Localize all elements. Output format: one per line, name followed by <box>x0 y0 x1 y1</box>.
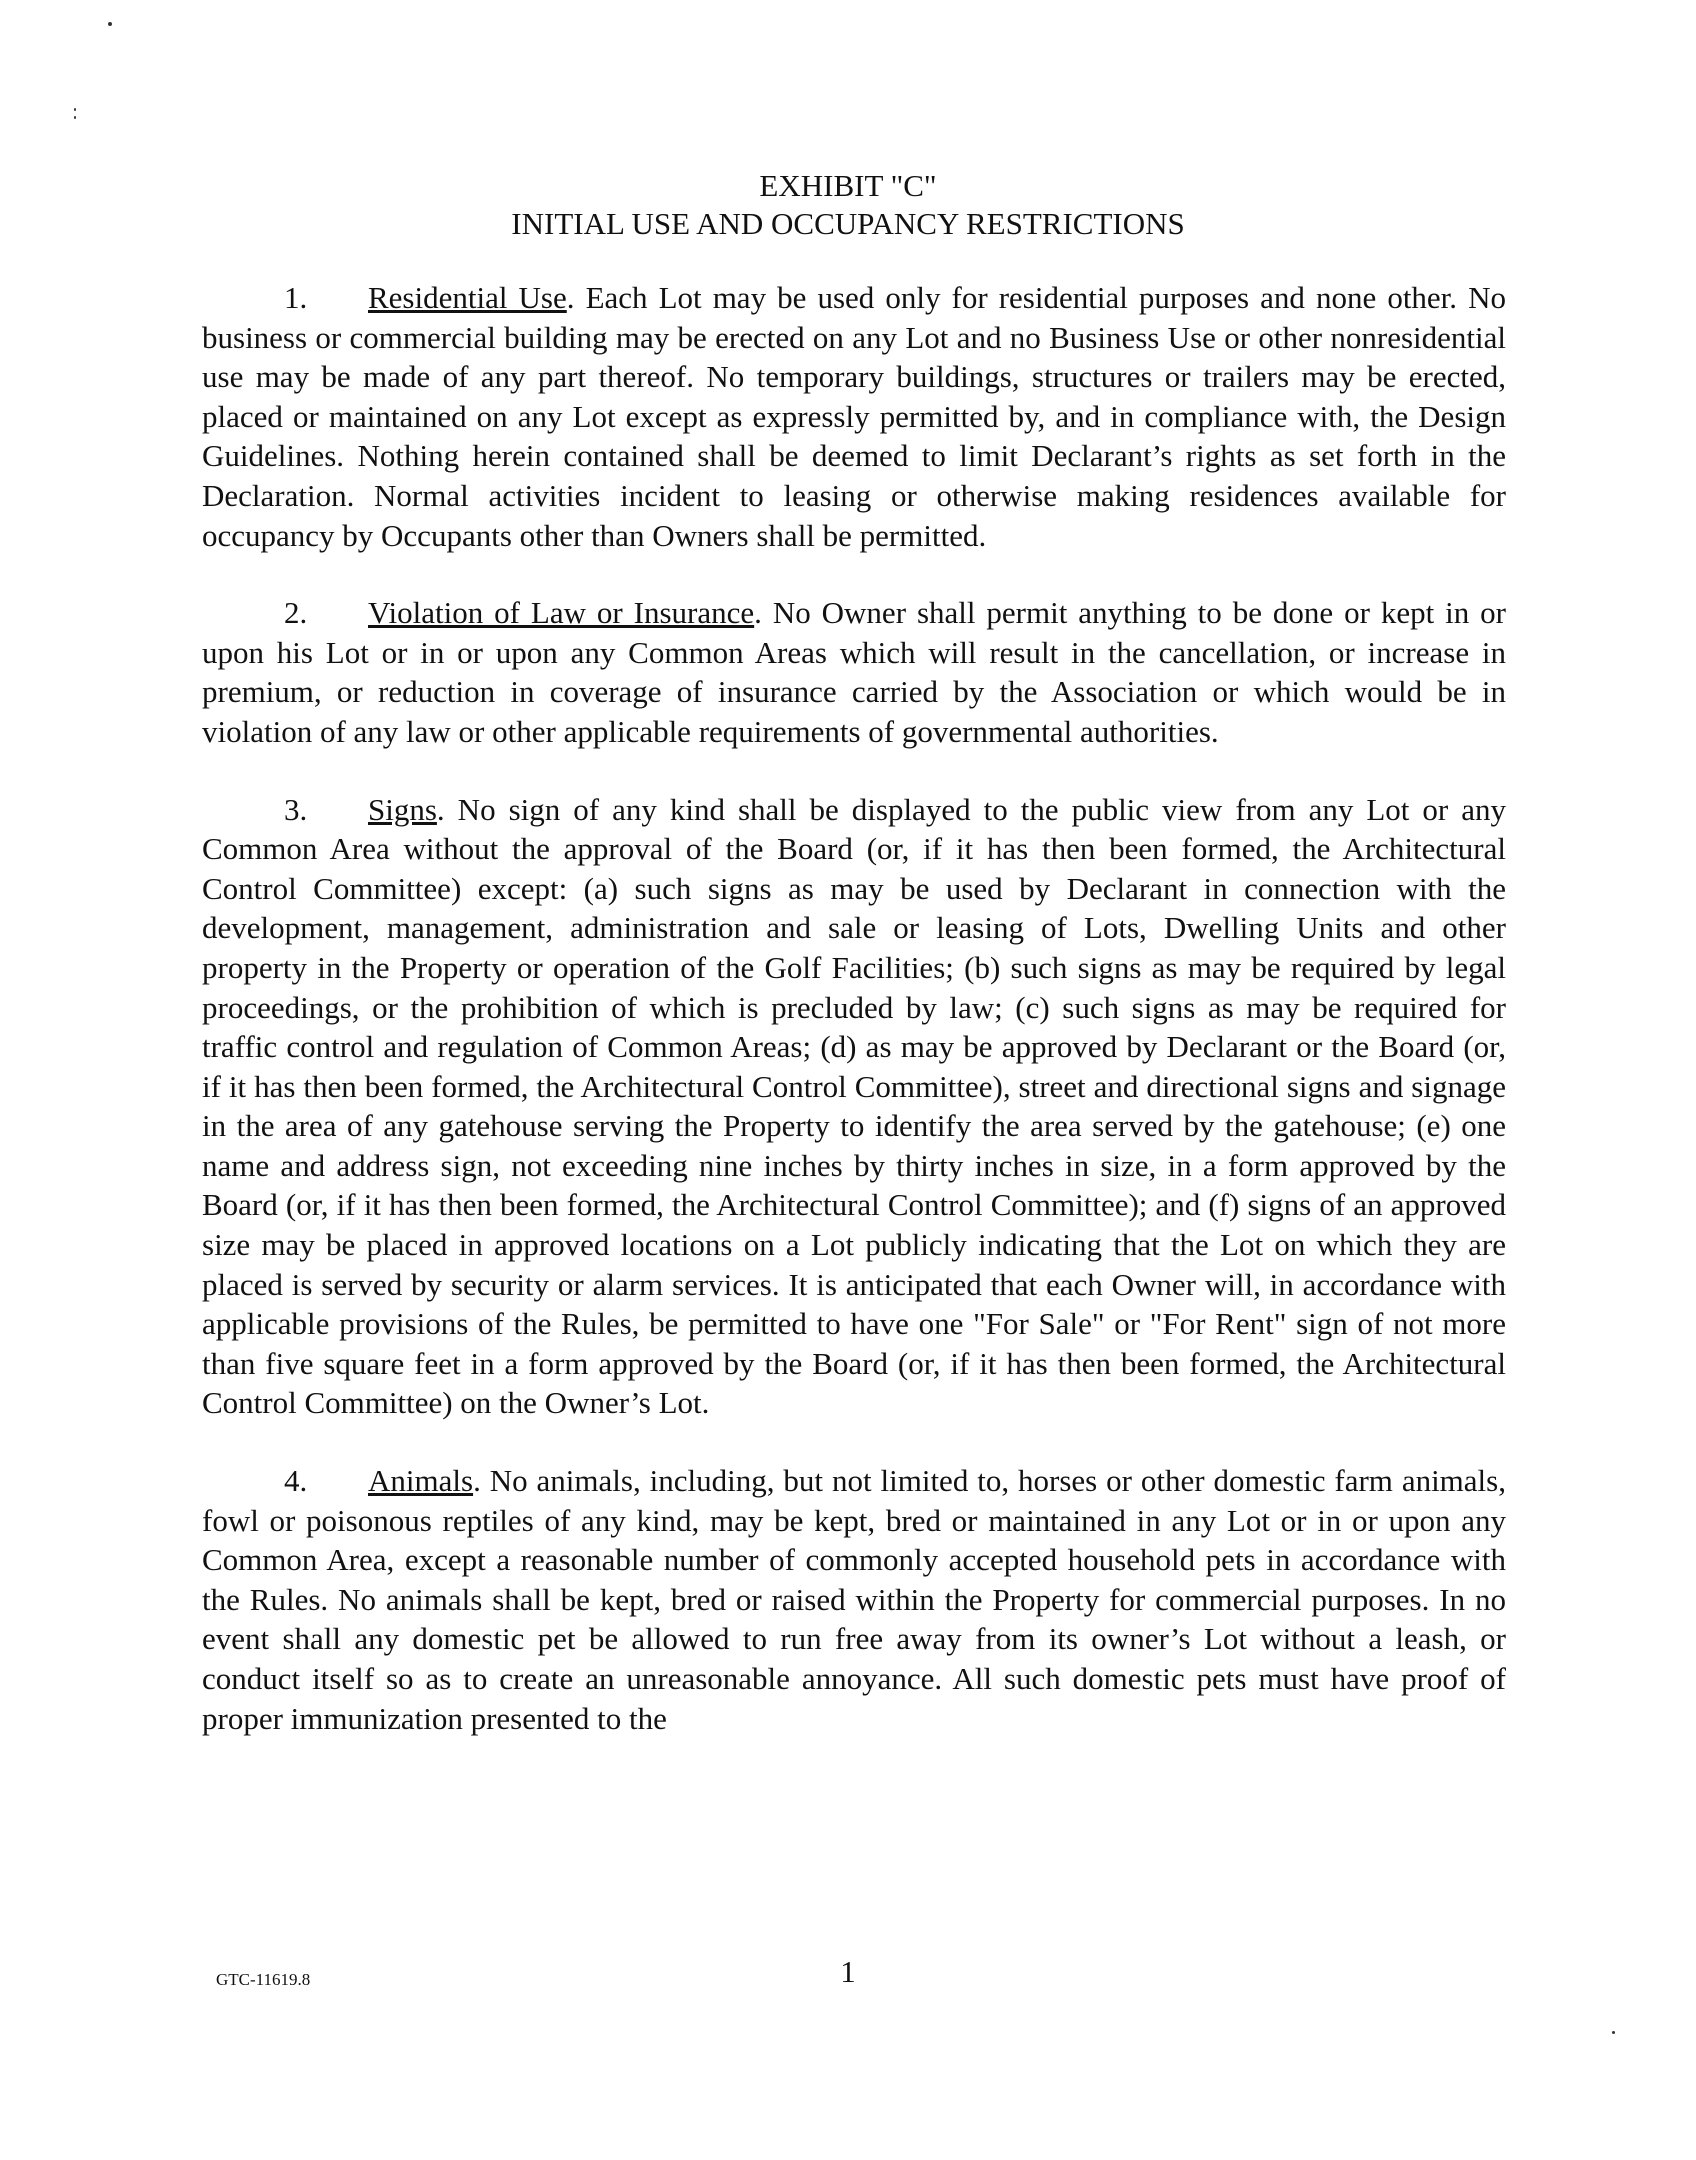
document-code: GTC-11619.8 <box>216 1970 311 1989</box>
exhibit-subtitle-line: INITIAL USE AND OCCUPANCY RESTRICTIONS <box>511 206 1185 241</box>
section-heading: Signs <box>368 791 437 827</box>
section-text: . Each Lot may be used only for residential purposes and none other. No business or commercial building may be erected on any Lot and no Business Use or other nonresidential use may be made of any part thereof. No temporary buildings, structures or trailers may be erected, placed or maintained on any Lot except as expressly permitted by, and in compliance with, the Design Guidelines. Nothing herein contained shall be deemed to limit Declarant’s rights as set forth in the Declaration. Normal activities incident to leasing or otherwise making residences available for occupancy by Occupants other than Owners shall be permitted. <box>202 280 1506 553</box>
scan-speck <box>74 108 76 111</box>
section-paragraph <box>202 790 1506 1424</box>
section-number: 2. <box>284 595 308 631</box>
section-heading: Violation of Law or Insurance <box>368 595 755 631</box>
section-number: 3. <box>284 791 308 827</box>
section-heading: Animals <box>368 1463 474 1499</box>
section-paragraph <box>202 278 1506 555</box>
section-text: . No Owner shall permit anything to be done or kept in or upon his Lot or in or upon any Common Areas which will result in the cancellation, or increase in premium, or reduction in coverage of insurance carried by the Association or which would be in violation of any law or other applicable requirements of governmental authorities. <box>202 595 1507 749</box>
page-number: 1 <box>840 1954 856 1989</box>
document-body <box>202 278 1506 1738</box>
section-heading: Residential Use <box>368 280 567 315</box>
exhibit-title-line: EXHIBIT "C" <box>759 168 937 203</box>
section-paragraph <box>202 1461 1506 1738</box>
scan-speck <box>108 22 112 26</box>
scan-speck <box>74 116 76 119</box>
section-text: . No sign of any kind shall be displayed to the public view from any Lot or any Common Area without the approval of the Board (or, if it has then been formed, the Architectural Control Committee) except: (a) such signs as may be used by Declarant in connection with the development, management, administration and sale or leasing of Lots, Dwelling Units and other property in the Property or operation of the Golf Facilities; (b) such signs as may be required by legal proceedings, or the prohibition of which is precluded by law; (c) such signs as may be required for traffic control and regulation of Common Areas; (d) as may be approved by Declarant or the Board (or, if it has then been formed, the Architectural Control Committee), street and directional signs and signage in the area of any gatehouse serving the Property to identify the area served by the gatehouse; (e) one name and address sign, not exceeding nine inches by thirty inches in size, in a form approved by the Board (or, if it has then been formed, the Architectural Control Committee); and (f) signs of an approved size may be placed in approved locations on a Lot publicly indicating that the Lot on which they are placed is served by security or alarm services. It is anticipated that each Owner will, in accordance with applicable provisions of the Rules, be permitted to have one "For Sale" or "For Rent" sign of not more than five square feet in a form approved by the Board (or, if it has then been formed, the Architectural Control Committee) on the Owner’s Lot. <box>202 791 1506 1421</box>
scan-speck <box>1612 2031 1615 2034</box>
section-paragraph <box>202 593 1506 751</box>
section-number: 1. <box>284 280 308 315</box>
section-number: 4. <box>284 1463 308 1499</box>
section-text: . No animals, including, but not limited to, horses or other domestic farm animals, fowl or poisonous reptiles of any kind, may be kept, bred or maintained in any Lot or in or upon any Common Area, except a reasonable number of commonly accepted household pets in accordance with the Rules. No animals shall be kept, bred or raised within the Property for commercial purposes. In no event shall any domestic pet be allowed to run free away from its owner’s Lot without a leash, or conduct itself so as to create an unreasonable annoyance. All such domestic pets must have proof of proper immunization presented to the <box>202 1463 1506 1736</box>
